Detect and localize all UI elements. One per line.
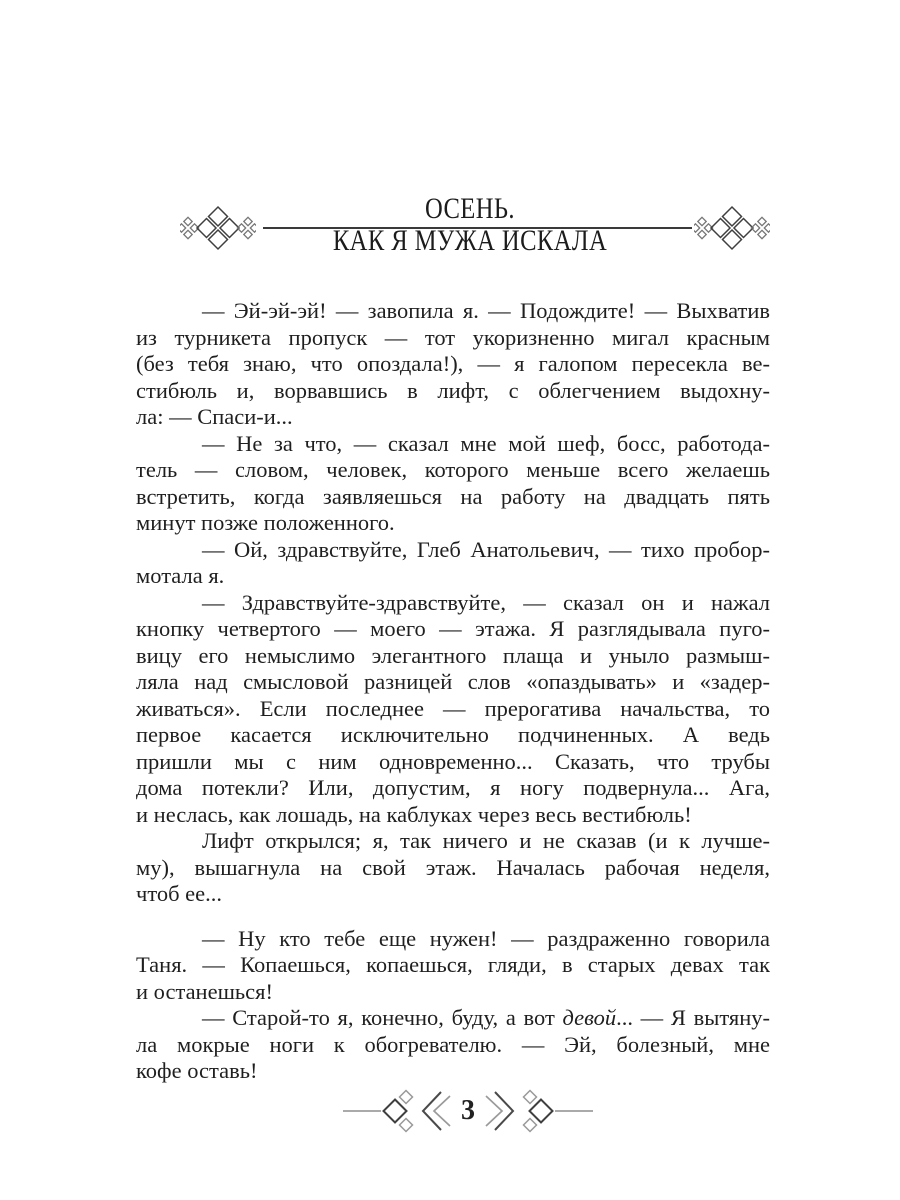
text-line: из турникета пропуск — тот укоризненно мигал красным xyxy=(136,324,770,350)
text-line: пришли мы с ним одновременно... Сказать, что трубы xyxy=(136,748,770,774)
paragraph xyxy=(136,298,770,431)
footer-ornament-icon xyxy=(343,1088,453,1134)
text-segment: — Старой-то я, конечно, буду, а вот xyxy=(202,1005,563,1030)
page-number: 3 xyxy=(461,1095,475,1126)
text-line: кофе оставь! xyxy=(136,1058,258,1083)
text-segment: ... — Я вытяну- xyxy=(616,1005,770,1030)
paragraph xyxy=(136,1005,770,1085)
text-line: кнопку четвертого — моего — этажа. Я разглядывала пуго- xyxy=(136,616,770,641)
text-line: вицу его немыслимо элегантного плаща и уныло размыш- xyxy=(136,642,770,668)
italic-text: девой xyxy=(562,1005,617,1030)
paragraph xyxy=(136,926,770,1006)
text-line: ла: — Спаси-и... xyxy=(136,404,293,429)
text-line: чтоб ее... xyxy=(136,881,223,906)
text-line: Лифт открылся; я, так ничего и не сказав (и к лучше- xyxy=(202,828,770,853)
text-line: — Ну кто тебе еще нужен! — раздраженно говорила xyxy=(202,925,770,951)
paragraph xyxy=(136,828,770,908)
text-line: встретить, когда заявляешься на работу на двадцать пять xyxy=(136,483,770,509)
text-line: мотала я. xyxy=(136,563,225,588)
text-line: ла мокрые ноги к обогревателю. — Эй, болезный, мне xyxy=(136,1031,770,1057)
text-line: — Здравствуйте-здравствуйте, — сказал он и нажал xyxy=(202,589,770,615)
paragraph xyxy=(136,537,770,590)
text-line: тель — словом, человек, которого меньше всего желаешь xyxy=(136,457,770,482)
text-line: ляла над смысловой разницей слов «опаздывать» и «задер- xyxy=(136,669,770,694)
text-line: стибюль и, ворвавшись в лифт, с облегчением выдохну- xyxy=(136,377,770,403)
chapter-title-line2: КАК Я МУЖА ИСКАЛА xyxy=(332,224,608,257)
text-line: минут позже положенного. xyxy=(136,510,395,535)
diamond-ornament-icon xyxy=(180,202,256,254)
text-line: — Не за что, — сказал мне мой шеф, босс, работода- xyxy=(202,430,770,456)
text-line: и останешься! xyxy=(136,978,273,1004)
page-footer xyxy=(0,1088,900,1134)
diamond-ornament-icon xyxy=(694,202,770,254)
text-line: му), вышагнула на свой этаж. Началась рабочая неделя, xyxy=(136,854,770,880)
text-line: (без тебя знаю, что опоздала!), — я галопом пересекла ве- xyxy=(136,351,770,376)
chapter-title-line1: ОСЕНЬ. xyxy=(424,192,515,225)
paragraph xyxy=(136,431,770,537)
text-line: первое касается исключительно подчиненных. А ведь xyxy=(136,722,770,747)
body-text xyxy=(136,298,770,1085)
text-line: — Эй-эй-эй! — завопила я. — Подождите! — Выхватив xyxy=(202,298,770,323)
text-line: и неслась, как лошадь, на каблуках через весь вестибюль! xyxy=(136,801,692,827)
text-line: живаться». Если последнее — прерогатива начальства, то xyxy=(136,695,770,721)
footer-ornament-icon xyxy=(483,1088,593,1134)
text-line: — Ой, здравствуйте, Глеб Анатольевич, — тихо пробор- xyxy=(202,536,770,562)
text-line xyxy=(136,1005,770,1032)
paragraph xyxy=(136,590,770,829)
text-line: дома потекли? Или, допустим, я ногу подвернула... Ага, xyxy=(136,775,770,800)
text-line: Таня. — Копаешься, копаешься, гляди, в старых девах так xyxy=(136,952,770,977)
